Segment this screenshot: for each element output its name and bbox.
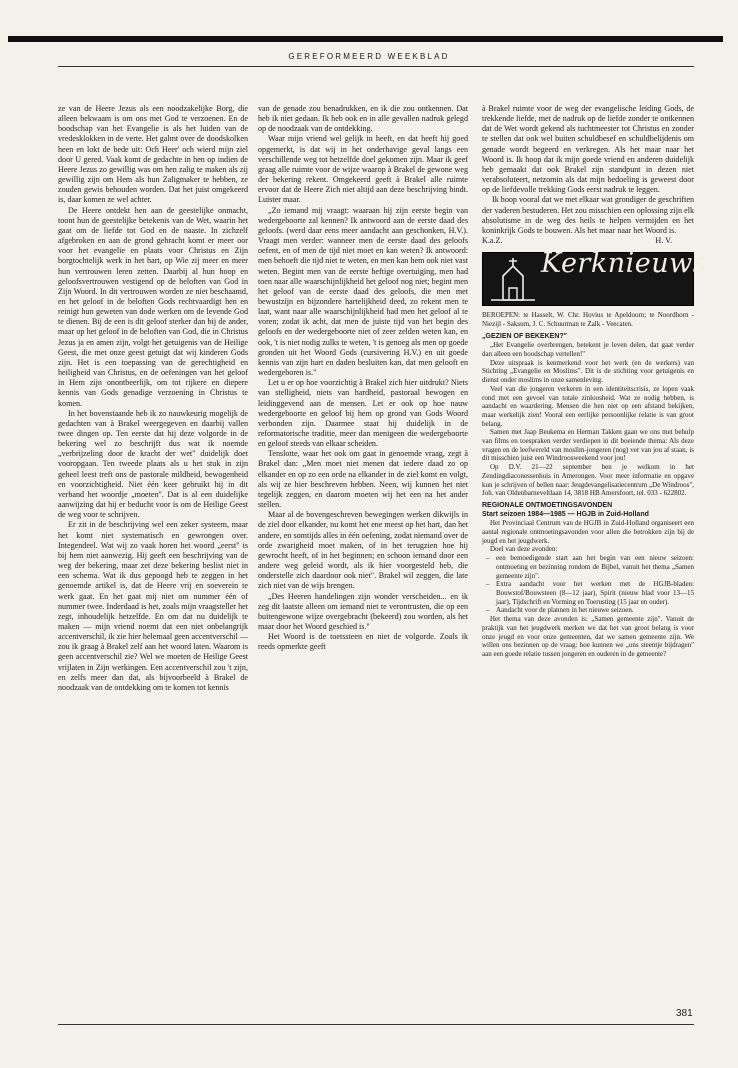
paragraph: Ik hoop vooral dat we met elkaar wat grondiger de geschriften der vaderen bestuderen. Het zou misschien een oplossing zijn elk absolutisme in de weg des heils te helpen vermijden en het koninkrijk Gods te bouwen. Als het maar naar het Woord is. <box>482 195 694 235</box>
list-item: – een bemoedigende start aan het begin van een nieuw seizoen: ontmoeting en bezinning rondom de Bijbel, vanuit het thema „Samen gemeente zijn". <box>496 554 694 580</box>
column-3 <box>482 104 708 659</box>
section-subheading: Start seizoen 1984—1985 — HGJB in Zuid-Holland <box>482 510 649 518</box>
paragraph: De Heere ontdekt hen aan de geestelijke onmacht, toont hun de geestelijke betekenis van de Wet, waarin het gaat om de liefde tot God en de naaste. In zichzelf afgebroken en aan de grond gebracht komt er meer oor voor het evangelie en plaats voor Christus en Zijn borgtochtelijk werk in het hart, op Wie zij meer en meer hun vertrouwen leren zetten. Daarbij al hun hoop en geloofsvertrouwen vestigend op de beloften van God in Zijn Woord. In dit vertrouwen worden ze niet beschaamd, en het geloof in de beloften Gods rechtvaardigt hen en reinigt hun geweten van dode werken om de levende God te dienen. Bij de een is dit geloof sterker dan bij de ander, maar op het geloof in de beloften van God, die in Christus Jezus ja en amen zijn, volgt het getuigenis van de Heilige Geest, die met onze geest getuigt dat wij kinderen Gods zijn. Het is een toepassing van de gerechtigheid en heiligheid van Christus, en de oefeningen van het geloof in Hem zijn onontbeerlijk, om tot rijkere en diepere kennis van Gods genadige verzoening in Christus te komen. <box>58 205 248 408</box>
kerknieuws-title: Kerknieuws <box>541 248 708 280</box>
beroepen: BEROEPEN: te Hasselt, W. Chr. Hovius te Apeldoorn; te Noordhorn - Niezijl - Saksum, J. C. Schuurman te Zalk - Veecaten. <box>482 311 694 328</box>
paragraph: ze van de Heere Jezus als een noodzakelijke Borg, die alleen bekwaam is om ons met God te verzoenen. En de boodschap van het Evangelie is als het luiden van de vredesklokken in de verte. Het galmt over de doodskolken heen en lokt de bede uit: Och Heer' och wierd mijn ziel door U gered. Vaak komt de gedachte in hen op indien de Heere Jezus zo gewillig was om hen zalig te maken als zij gewillig zijn om Hem als hun Zaligmaker te hebben, ze zouden gewis behouden worden. Dat het juist omgekeerd is, daar komen ze wel achter. <box>58 104 248 205</box>
paragraph: Op D.V. 21—22 september ben je welkom in het Zendingdiaconessenhuis in Amerongen. Voor meer informatie en opgave kun je schrijven of bellen naar: Jeugdevangelisatiecentrum „De Windroos", Joh. van Oldenbarneveltlaan 14, 3818 HB Amersfoort, tel. 033 - 622802. <box>482 463 694 498</box>
paragraph: „Zo iemand mij vraagt: waaraan hij zijn eerste begin van wedergeboorte zal kennen? Ik antwoord aan de eerste daad des geloofs. (werd daar eens meer aandacht aan geschonken, H.V.). Vraagt men verder: wanneer men de eerste daad des geloofs oefent, en of men de tijd niet moet en kan weten? Ik antwoord: men behoeft die tijd niet te weten, en men kan hem ook niet vast weten. Begint men van de eerste heftige overtuiging, men had toen naar alle waarschijnlijkheid het geloof nog niet; begint men het geloof van de eerste daad des geloofs, die men met bewustzijn en bijzondere hartelijkheid deed, zo rekent men te laat, want naar alle waarschijnlijkheid had men het geloof al te voren; zodat ik acht, dat men de juiste tijd van het begin des geloofs en der wedergeboorte niet of zeer zelden weten kan, en ook, 't is niet nodig zulks te weten, 't is genoeg als men op goede gronden uit het Woord Gods (cursivering H.V.) en uit goede kennis van zijn hart en daden besluiten kan, dat men gelooft en wedergeboren is." <box>258 205 468 378</box>
paragraph: Tenslotte, waar het ook om gaat in genoemde vraag, zegt à Brakel dan: „Men moet niet menen dat iedere daad zo op elkander en op zo een orde na elkander in de ziel komt en volgt, als wij ze hier beschreven hebben. Neen, wij kunnen het niet tegelijk zeggen, en daarom moeten wij het een na het ander stellen. <box>258 449 468 510</box>
paragraph: „Het Evangelie overbrengen, betekent je leven delen, dat gaat verder dan alleen een boodschap vertellen!" <box>482 341 694 358</box>
kerknieuws-banner <box>482 248 708 306</box>
section-heading: „GEZIEN OF BEKEKEN?" <box>482 332 567 340</box>
paragraph: Maar al de bovengeschreven bewegingen werken dikwijls in de ziel door elkander, nu komt het ene meest op het hart, dan het andere, en somtijds alles in één oefening, zodat niemand over de orde zwarigheid moet maken, of in het terugzien hoe hij gewrocht heeft, of in het beginnen; en schoon iemand door een andere weg geleid wordt, als ik hier voorgesteld heb, die onderstelle zich daardoor ook niet". Brakel wil zeggen, die late zich niet van de wijs brengen. <box>258 510 468 591</box>
paragraph: Deze uitspraak is kenmerkend voor het werk (en de werkers) van Stichting „Evangelie en Moslims". Dit is de stichting voor getuigenis en dienst onder moslims in onze samenleving. <box>482 358 694 385</box>
paragraph: à Brakel ruimte voor de weg der evangelische leiding Gods, de trekkende liefde, met de nadruk op de liefde zonder te ontkennen dat de Wet wordt gekend als tuchtmeester tot Christus en zonder te stellen dat ook wel buiten schuldbesef en schuldbelijdenis om genade wordt begeerd en verkregen. Als het maar naar het Woord is. Ik hoop dat ik mijn goede vriend en anderen duidelijk heb gemaakt dat ook Brakel zijn standpunt in dezen niet verabsoluteert, netzomin als dat mijn bedoeling is geweest door op de liefdevolle trekking Gods eerst nadruk te leggen. <box>482 104 694 195</box>
column-2 <box>258 104 468 652</box>
top-black-bar <box>8 36 723 42</box>
church-icon <box>489 256 537 302</box>
header-rule <box>58 66 694 67</box>
paragraph: Het Woord is de toetssteen en niet de volgorde. Zoals ik reeds opmerkte geeft <box>258 632 468 652</box>
list-item: – Extra aandacht voor het werken met de HGJB-bladen: Bouwstof/Bouwsteen (8—12 jaar), Spirit (nieuw blad voor 13—15 jaar), Tijdschrift en Vorming en Toerusting (15 jaar en ouder). <box>496 580 694 606</box>
section-heading: REGIONALE ONTMOETINGSAVONDEN <box>482 501 613 509</box>
footer-rule <box>58 1024 694 1025</box>
running-header: GEREFORMEERD WEEKBLAD <box>288 52 450 61</box>
doel-list <box>482 554 694 615</box>
signature-line <box>482 236 694 246</box>
paragraph: Veel van die jongeren verkeren in een identiteitscrisis, ze lopen vaak rond met een gevoel van totale zinloosheid. Wat ze nodig hebben, is aandacht en waardering. Mensen die hen niet op een afstand bekijken, maar werkelijk zien! Vooral een eerlijke persoonlijke relatie is van groot belang. <box>482 384 694 428</box>
signature-left: K.a.Z. <box>482 236 503 246</box>
paragraph: „Des Heeren handelingen zijn wonder verscheiden... en ik zeg dit laatste alleen om iemand niet te verontrusten, die op een buitengewone wijze overgebracht (bekeerd) zou worden, als het maar door het Woord geschied is." <box>258 591 468 631</box>
page-number: 381 <box>676 1008 693 1019</box>
paragraph: Het thema van deze avonden is: „Samen gemeente zijn". Vanuit de praktijk van het jeugdwerk merken we dat het van groot belang is voor onze jeugd en voor onze gemeenten, dat we samen gemeente zijn. We willen ons bezinnen op de vraag: hoe kunnen we „ons steentje bijdragen" aan een goede relatie tussen jongeren en ouderen in de gemeente? <box>482 615 694 658</box>
paragraph: Waar mijn vriend wel gelijk in heeft, en dat heeft hij goed opgemerkt, is dat wij in het onderhavige geval langs een verschillende weg tot hetzelfde doel gekomen zijn. Maar ik geef graag alle ruimte voor de wijze waarop à Brakel de gewone weg der bekering rekent. Omgekeerd geeft à Brakel alle ruimte ervoor dat de Heere Zich niet altijd aan deze beschrijving bindt. Luister maar. <box>258 134 468 205</box>
paragraph: Doel van deze avonden: <box>490 545 558 554</box>
paragraph: Het Provinciaal Centrum van de HGJB in Zuid-Holland organiseert een aantal regionale ontmoetingsavonden voor allen die betrokken zijn bij de jeugd en het jeugdwerk. <box>482 519 694 545</box>
list-item: – Aandacht voor de plannen in het nieuwe seizoen. <box>496 606 694 615</box>
paragraph: In het bovenstaande heb ik zo nauwkeurig mogelijk de gedachten van à Brakel weergegeven en daarbij vallen twee dingen op. Ten eerste dat hij deze volgorde in de bekering wel zo beschrijft dus wat ik noemde „verbrijzeling door de kracht der wet" duidelijk doet vooropgaan. Ten tweede plaats als u het stuk in zijn geheel leest treft ons de pastorale mildheid, bewogenheid en voorzichtigheid. Niet één keer gebruikt hij in dit verband het woordje „moeten". Dat is al een duidelijke aanwijzing dat hij er beducht voor is om de Heilige Geest de weg voor te schrijven. <box>58 408 248 520</box>
paragraph: Let u er op hoe voorzichtig à Brakel zich hier uitdrukt? Niets van stelligheid, niets van hardheid, pastoraal bewogen en leidinggevend aan de mensen. Let er ook op hoe nauw wedergeboorte en geloof bij hem op grond van Gods Woord verbonden zijn. Daarmee staat hij duidelijk in de reformatorische traditie, meer dan menigeen die wedergeboorte en geloof steeds van elkaar scheiden. <box>258 378 468 449</box>
column-1 <box>58 104 248 693</box>
paragraph: Er zit in de beschrijving wel een zeker systeem, maar het komt niet systematisch en gewrongen over. Integendeel. Wat wij zo vaak horen het woord „eerst" is bij hem niet aanwezig. Hij geeft een beschrijving van de weg der bekering, maar zet deze bekering beslist niet in een schema. Wat ik dus gepoogd heb te zeggen in het genoemde artikel is, dat de Heere vrij en soeverein te werk gaat. En het gaat mij niet om nummer één of nummer twee. Inderdaad is het, zoals mijn vraagsteller het zegt, inhoudelijk hetzelfde. En om dat nu duidelijk te maken — mijn vriend noemt dat een niet onbelangrijk accentverschil, ik zie hier helemaal geen accentverschil — zou ik graag à Brakel zelf aan het woord laten. Waarom is geen accentverschil zie? Wel we moeten de Heilige Geest vrijlaten in Zijn werkingen. Een accentverschil zou 't zijn, en zelfs meer dan dat, als bijvoorbeeld à Brakel de noodzaak van de ontdekking om te komen tot kennis <box>58 520 248 692</box>
kerknieuws-content <box>482 311 694 658</box>
paragraph: van de genade zou benadrukken, en ik die zou ontkennen. Dat heb ik niet gedaan. Ik heb ook en in alle gevallen nadruk gelegd op de noodzaak van de ontdekking. <box>258 104 468 134</box>
paragraph: Samen met Jaap Beukema en Herman Takken gaan we ons met behulp van films en toespraken verder verdiepen in dit boeiende thema: Als deze vragen en de leefwereld van moslim-jongeren (nog) ver van jou af staan, is dit misschien juist een Windroosweekend voor jou! <box>482 428 694 463</box>
signature-right: H. V. <box>655 236 672 246</box>
